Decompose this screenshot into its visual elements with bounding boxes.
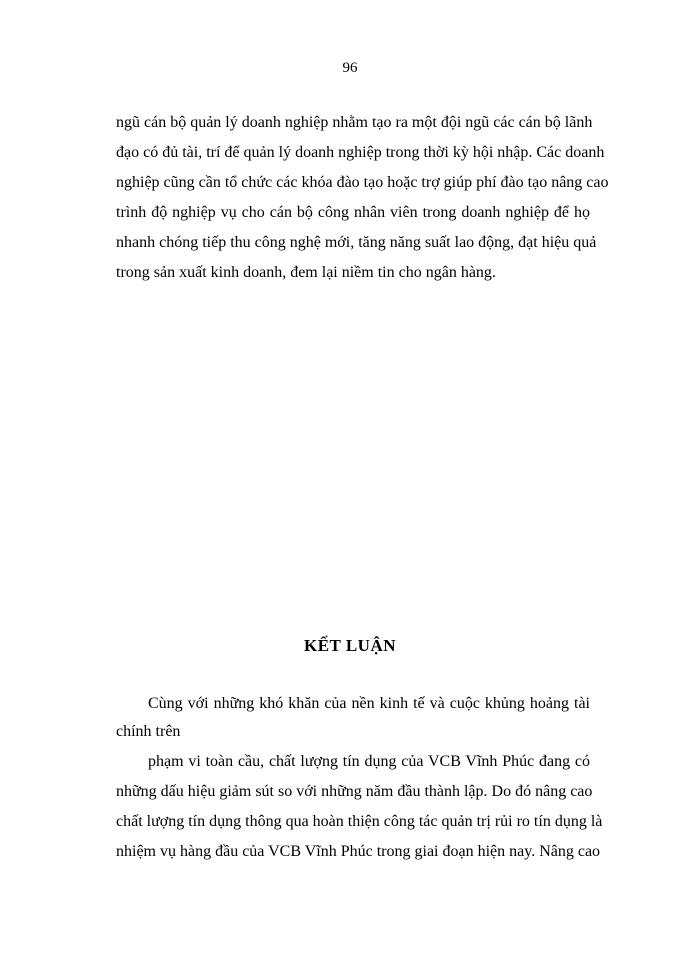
paragraph-line: chất lượng tín dụng thông qua hoàn thiện công tác quản trị rủi ro tín dụng là: [116, 813, 603, 830]
paragraph-line: nhiệm vụ hàng đầu của VCB Vĩnh Phúc trong giai đoạn hiện nay. Nâng cao: [116, 843, 601, 860]
paragraph-line: phạm vi toàn cầu, chất lượng tín dụng của VCB Vĩnh Phúc đang có: [148, 753, 590, 770]
paragraph-line: ngũ cán bộ quản lý doanh nghiệp nhằm tạo ra một đội ngũ các cán bộ lãnh: [116, 114, 593, 131]
paragraph-line: trình độ nghiệp vụ cho cán bộ công nhân viên trong doanh nghiệp để họ: [116, 204, 590, 221]
paragraph-line: nghiệp cũng cần tổ chức các khóa đào tạo hoặc trợ giúp phí đào tạo nâng cao: [116, 174, 609, 191]
section-heading: KẾT LUẬN: [303, 636, 396, 655]
paragraph-line: những dấu hiệu giảm sút so với những năm đầu thành lập. Do đó nâng cao: [116, 783, 593, 800]
paragraph-line: đạo có đủ tài, trí để quản lý doanh nghiệp trong thời kỳ hội nhập. Các doanh: [116, 144, 605, 161]
paragraph-line: trong sản xuất kinh doanh, đem lại niềm tin cho ngân hàng.: [116, 264, 496, 281]
page-number: 96: [342, 60, 358, 76]
paragraph-line: nhanh chóng tiếp thu công nghệ mới, tăng năng suất lao động, đạt hiệu quả: [116, 234, 597, 251]
paragraph-line: Cùng với những khó khăn của nền kinh tế và cuộc khủng hoảng tài: [148, 695, 590, 712]
paragraph-line: chính trên: [116, 723, 181, 740]
